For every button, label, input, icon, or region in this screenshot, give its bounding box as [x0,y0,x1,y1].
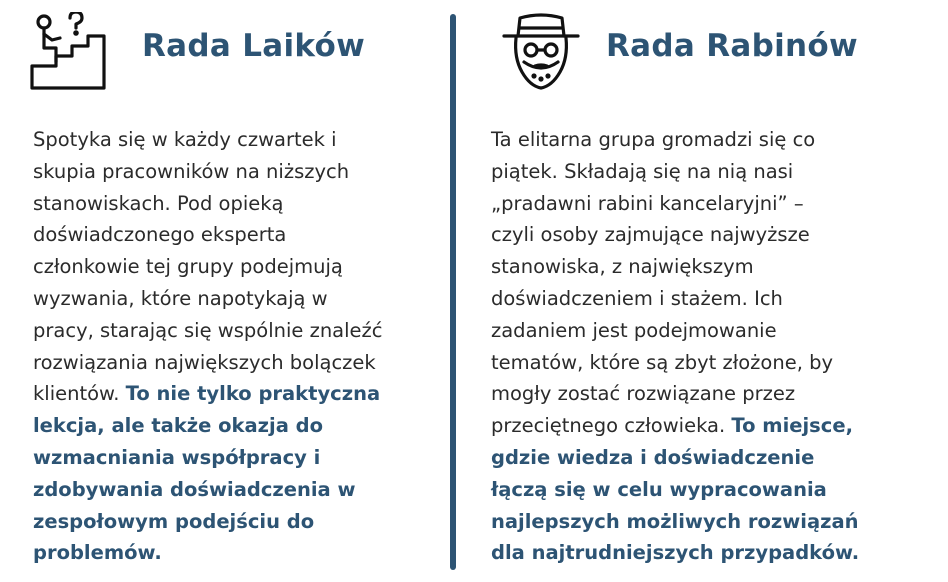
rada-laikow-header [30,0,430,100]
description-line: pracy, starając się wspólnie znaleźć [33,318,383,342]
description-line: Spotyka się w każdy czwartek i [33,128,337,151]
description-highlight-line: zdobywania doświadczenia w [33,477,356,501]
rabbi-face-icon [502,12,580,90]
description-highlight-line: gdzie wiedza i doświadczenie [491,445,815,469]
description-line: Ta elitarna grupa gromadzi się co [491,128,816,151]
description-highlight-line: najlepszych możliwych rozwiązań [491,509,859,533]
column-divider [450,14,456,570]
description-line: członkowie tej grupy podejmują [33,255,343,279]
description-highlight-fragment: To nie tylko praktyczna [125,382,381,406]
description-highlight-fragment: To miejsce, [731,414,853,438]
description-line: tematów, które są zbyt złożone, by [491,350,834,374]
rada-rabinow-header [488,0,928,100]
description-line-mixed [33,378,383,410]
rada-laikow-title: Rada Laików [142,28,366,64]
description-line: stanowiskach. Pod opieką [33,191,284,215]
description-highlight-line: lekcja, ale także okazja do [33,414,324,438]
rada-laikow-section [30,0,430,565]
description-line: piątek. Składają się na nią nasi [491,159,794,183]
description-line: doświadczeniem i stażem. Ich [491,286,783,310]
description-highlight-line: zespołowym podejściu do [33,509,315,533]
description-highlight-line: łączą się w celu wypracowania [491,477,827,501]
description-line: skupia pracowników na niższych [33,159,350,183]
description-line: stanowiska, z największym [491,255,754,279]
description-line: zadaniem jest podejmowanie [491,318,777,342]
description-highlight-line: problemów. [33,541,162,565]
description-plain-fragment: klientów. [33,382,126,406]
description-line: mogły zostać rozwiązane przez [491,382,796,406]
description-line: czyli osoby zajmujące najwyższe [491,223,810,247]
description-line: „pradawni rabini kancelaryjni” – [491,191,804,215]
description-line-mixed [491,410,859,442]
stairs-question-person-icon [30,12,108,90]
description-line: doświadczonego eksperta [33,223,287,247]
rada-laikow-description [33,124,383,569]
rada-rabinow-section [488,0,928,565]
rada-rabinow-description [491,124,859,569]
description-highlight-line: dla najtrudniejszych przypadków. [491,541,860,565]
description-highlight-line: wzmacniania współpracy i [33,445,321,469]
description-plain-fragment: przeciętnego człowieka. [491,414,732,438]
description-line: rozwiązania największych bolączek [33,350,376,374]
description-line: wyzwania, które napotykają w [33,286,328,310]
rada-rabinow-title: Rada Rabinów [606,28,858,64]
